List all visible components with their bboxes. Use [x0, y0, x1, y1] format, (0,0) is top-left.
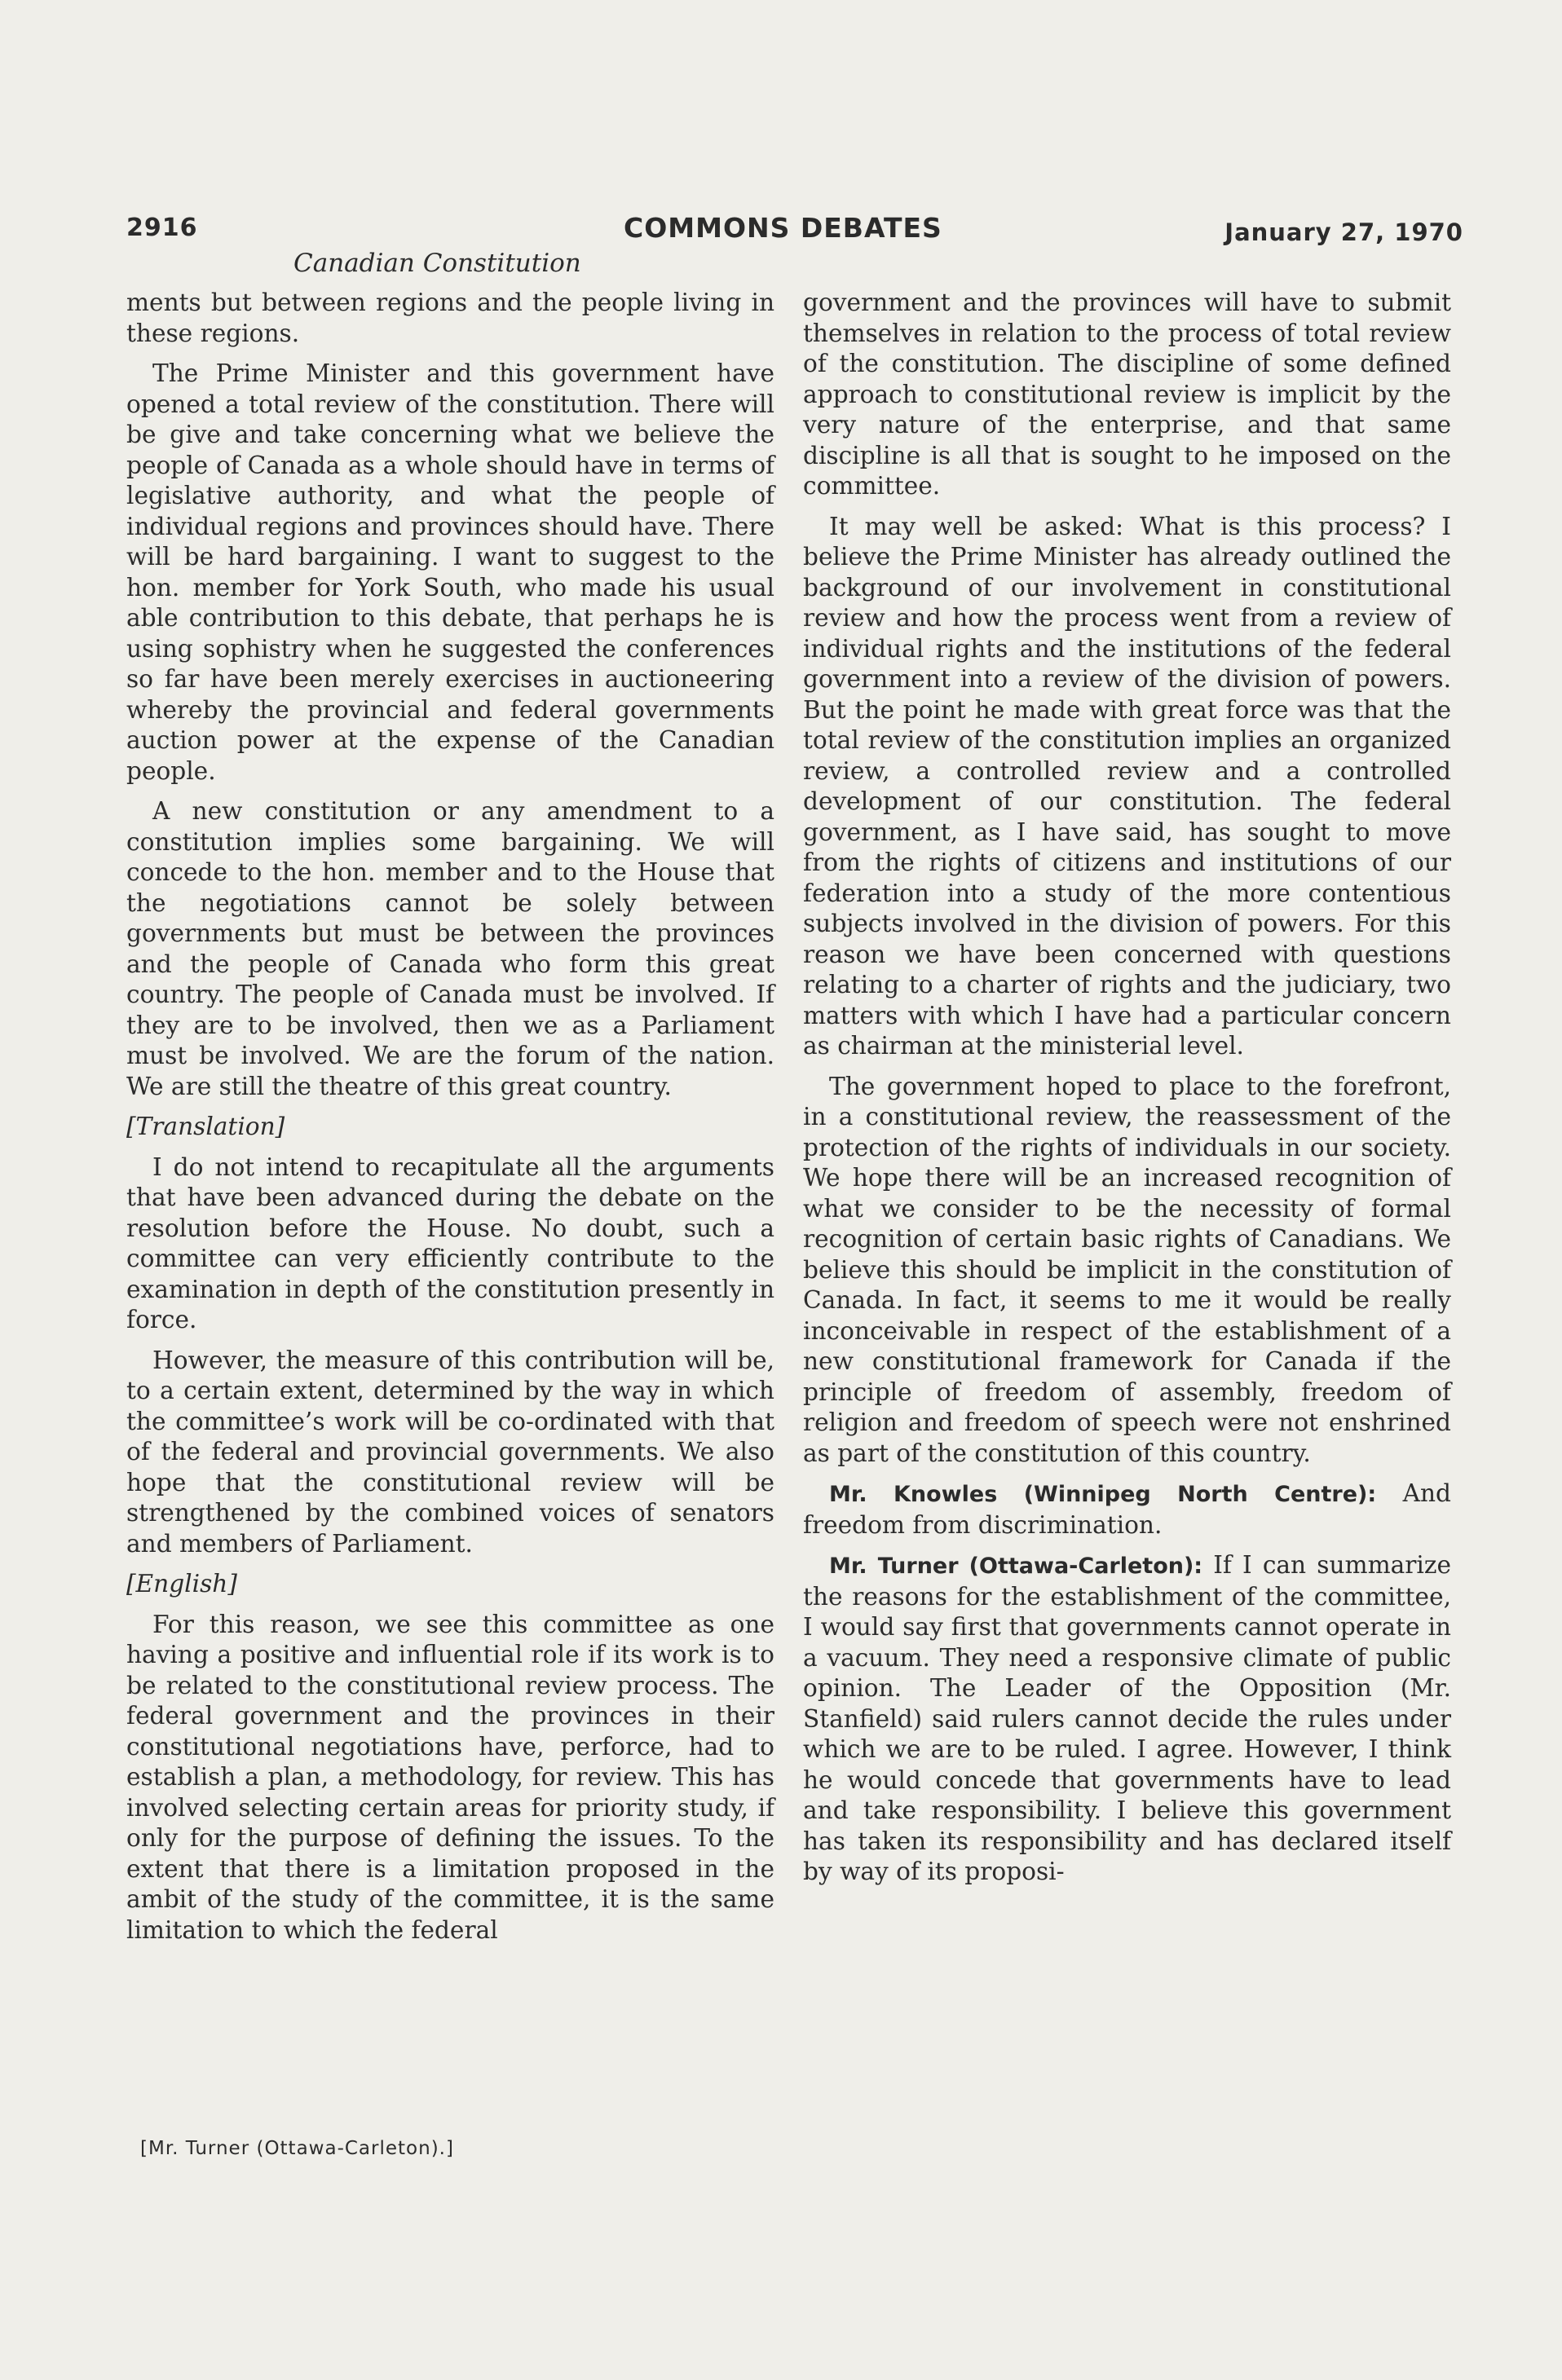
speech-text: And freedom from discrimination.	[803, 1479, 1451, 1539]
right-column	[803, 288, 1451, 1897]
speech-turner	[803, 1550, 1451, 1888]
left-column	[126, 288, 774, 1955]
journal-title: COMMONS DEBATES	[624, 212, 942, 244]
paragraph: It may well be asked: What is this process? I believe the Prime Minister has already outlined the background of our involvement in constitutional review and how the process went from a review of individual rights and the institutions of the federal government into a review of the division of powers. But the point he made with great force was that the total review of the constitution implies an organized review, a controlled review and a controlled development of our constitution. The federal government, as I have said, has sought to move from the rights of citizens and institutions of our federation into a study of the more contentious subjects involved in the division of powers. For this reason we have been concerned with questions relating to a charter of rights and the judiciary, two matters with which I have had a particular concern as chairman at the ministerial level.	[803, 512, 1451, 1060]
page-date: January 27, 1970	[1224, 218, 1463, 246]
language-tag-translation: [Translation]	[126, 1113, 285, 1140]
paragraph: The government hoped to place to the forefront, in a constitutional review, the reassessment of the protection of the rights of individuals in our society. We hope there will be an increased recognition of what we consider to be the necessity of formal recognition of certain basic rights of Canadians. We believe this should be implicit in the constitution of Canada. In fact, it seems to me it would be really inconceivable in respect of the establishment of a new constitutional framework for Canada if the principle of freedom of assembly, freedom of religion and freedom of speech were not enshrined as part of the constitution of this country.	[803, 1072, 1451, 1467]
footer-speaker-note: [Mr. Turner (Ottawa-Carleton).]	[140, 2138, 454, 2159]
paragraph: I do not intend to recapitulate all the arguments that have been advanced during the debate on the resolution before the House. No doubt, such a committee can very efficiently contribute to the examination in depth of the constitution presently in force.	[126, 1153, 774, 1333]
paragraph: For this reason, we see this committee as one having a positive and influential role if its work is to be related to the constitutional review process. The federal government and the provinces in their constitutional negotiations have, perforce, had to establish a plan, a methodology, for review. This has involved selecting certain areas for priority study, if only for the purpose of defining the issues. To the extent that there is a limitation proposed in the ambit of the study of the committee, it is the same limitation to which the federal	[126, 1610, 774, 1944]
section-heading: Canadian Constitution	[293, 249, 581, 278]
paragraph: A new constitution or any amendment to a constitution implies some bargaining. We will concede to the hon. member and to the House that the negotiations cannot be solely between governments but must be between the provinces and the people of Canada who form this great country. The people of Canada must be involved. If they are to be involved, then we as a Parliament must be involved. We are the forum of the nation. We are still the theatre of this great country.	[126, 797, 774, 1100]
paragraph: ments but between regions and the people living in these regions.	[126, 289, 774, 347]
speech-knowles	[803, 1479, 1451, 1540]
speaker-name: Mr. Turner (Ottawa-Carleton):	[829, 1554, 1203, 1579]
paragraph: government and the provinces will have to submit themselves in relation to the process of total review of the constitution. The discipline of some defined approach to constitutional review is implicit by the very nature of the enterprise, and that same discipline is all that is sought to he imposed on the committee.	[803, 289, 1451, 500]
paragraph: However, the measure of this contribution will be, to a certain extent, determined by the way in which the committee’s work will be co-ordinated with that of the federal and provincial governments. We also hope that the constitutional review will be strengthened by the combined voices of senators and members of Parliament.	[126, 1346, 774, 1558]
page-number: 2916	[126, 214, 198, 242]
language-tag-english: [English]	[126, 1570, 237, 1598]
speech-text: If I can summarize the reasons for the establishment of the committee, I would say first that governments cannot operate in a vacuum. They need a responsive climate of public opinion. The Leader of the Opposition (Mr. Stanfield) said rulers cannot decide the rules under which we are to be ruled. I agree. However, I think he would concede that governments have to lead and take responsibility. I believe this government has taken its responsibility and has declared itself by way of its proposi-	[803, 1551, 1451, 1885]
paragraph: The Prime Minister and this government have opened a total review of the constitution. There will be give and take concerning what we believe the people of Canada as a whole should have in terms of legislative authority, and what the people of individual regions and provinces should have. There will be hard bargaining. I want to suggest to the hon. member for York South, who made his usual able contribution to this debate, that perhaps he is using sophistry when he suggested the conferences so far have been merely exercises in auctioneering whereby the provincial and federal governments auction power at the expense of the Canadian people.	[126, 359, 774, 785]
speaker-name: Mr. Knowles (Winnipeg North Centre):	[829, 1482, 1377, 1507]
